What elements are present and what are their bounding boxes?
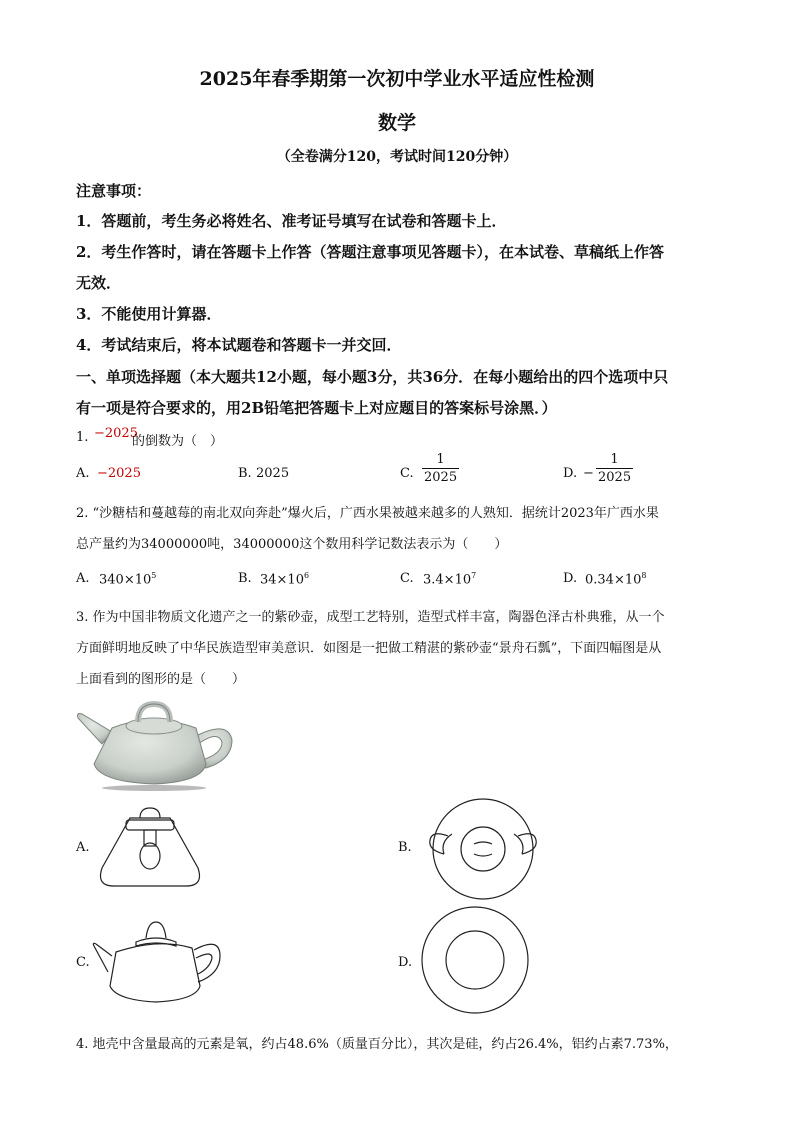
q1-option-b-value: 2025 [256, 466, 290, 481]
q1-text: 的倒数为（ ） [132, 434, 224, 449]
q3-option-d-figure [420, 905, 530, 1015]
q2-text-cont: 总产量约为34000000吨，34000000这个数用科学记数法表示为（ ） [76, 537, 508, 552]
note-item: 无效． [76, 274, 122, 292]
exam-title: 2025年春季期第一次初中学业水平适应性检测 [199, 68, 595, 90]
q2-text: 2. “沙糖桔和蔓越莓的南北双向奔赴”爆火后，广西水果被越来越多的人熟知．据统计2023年广西水果 [76, 506, 659, 521]
section-heading: 一、单项选择题（本大题共12小题，每小题3分，共36分．在每小题给出的四个选项中只 [76, 368, 669, 386]
fraction-denominator: 2025 [598, 470, 632, 485]
q3-option-b-label: B. [398, 840, 412, 855]
teapot-photo [72, 698, 242, 790]
option-exponent: 8 [641, 571, 647, 580]
q2-option-d-value [585, 571, 646, 587]
q1-option-b-label: B. [238, 466, 252, 481]
q1-option-a-value: −2025 [97, 466, 141, 481]
q2-option-b-label: B. [238, 571, 252, 586]
note-item: 2．考生作答时，请在答题卡上作答（答题注意事项见答题卡），在本试卷、草稿纸上作答 [76, 243, 664, 261]
q3-option-a-figure [94, 806, 206, 890]
q3-text-cont: 上面看到的图形的是（ ） [76, 672, 246, 687]
q1-option-a-label: A. [76, 466, 90, 481]
q2-option-a-value [99, 571, 156, 587]
q1-expression: −2025 [94, 426, 138, 441]
fraction-numerator: 1 [610, 452, 619, 467]
option-base: 34×10 [260, 572, 304, 588]
section-heading-cont: 有一项是符合要求的，用2B铅笔把答题卡上对应题目的答案标号涂黑．） [76, 399, 557, 417]
q2-option-a-label: A. [76, 571, 90, 586]
fraction-denominator: 2025 [424, 470, 458, 485]
q1-option-d-label: D. [563, 466, 578, 481]
fraction-bar [596, 468, 633, 469]
note-item: 1．答题前，考生务必将姓名、准考证号填写在试卷和答题卡上． [76, 212, 507, 230]
option-base: 340×10 [99, 572, 152, 588]
q3-option-d-label: D. [398, 955, 413, 970]
option-base: 3.4×10 [423, 572, 472, 588]
option-exponent: 6 [303, 571, 310, 580]
q4-text: 4. 地壳中含量最高的元素是氧，约占48.6%（质量百分比），其次是硅，约占26.4%，铝约占素7.73%， [76, 1037, 678, 1052]
notes-heading: 注意事项： [76, 182, 152, 200]
option-base: 0.34×10 [585, 572, 642, 588]
q1-number: 1. [76, 430, 89, 445]
q1-option-d-fraction [596, 452, 633, 485]
q3-option-a-label: A. [76, 840, 90, 855]
q2-option-b-value [260, 571, 309, 587]
fraction-bar [422, 468, 459, 469]
q3-text-cont: 方面鲜明地反映了中华民族造型审美意识．如图是一把做工精湛的紫砂壶“景舟石瓢”，下面四幅图是从 [76, 641, 662, 656]
option-exponent: 7 [471, 571, 477, 580]
fraction-numerator: 1 [436, 452, 445, 467]
q2-option-d-label: D. [563, 571, 578, 586]
option-exponent: 5 [151, 571, 157, 580]
exam-subject: 数学 [377, 112, 416, 134]
q3-option-c-label: C. [76, 955, 90, 970]
q3-text: 3. 作为中国非物质文化遗产之一的紫砂壶，成型工艺特别，造型式样丰富，陶器色泽古朴典雅，从一个 [76, 610, 665, 625]
q2-option-c-label: C. [400, 571, 414, 586]
exam-subtitle: （全卷满分120，考试时间120分钟） [276, 149, 518, 165]
q2-option-c-value [423, 571, 476, 587]
q3-option-c-figure [92, 916, 224, 1008]
q1-option-c-label: C. [400, 466, 414, 481]
q1-option-c-fraction [422, 452, 459, 485]
q3-option-b-figure [418, 794, 548, 904]
q1-option-d-sign: − [583, 466, 594, 481]
note-item: 4．考试结束后，将本试题卷和答题卡一并交回． [76, 336, 402, 354]
note-item: 3．不能使用计算器． [76, 305, 222, 323]
